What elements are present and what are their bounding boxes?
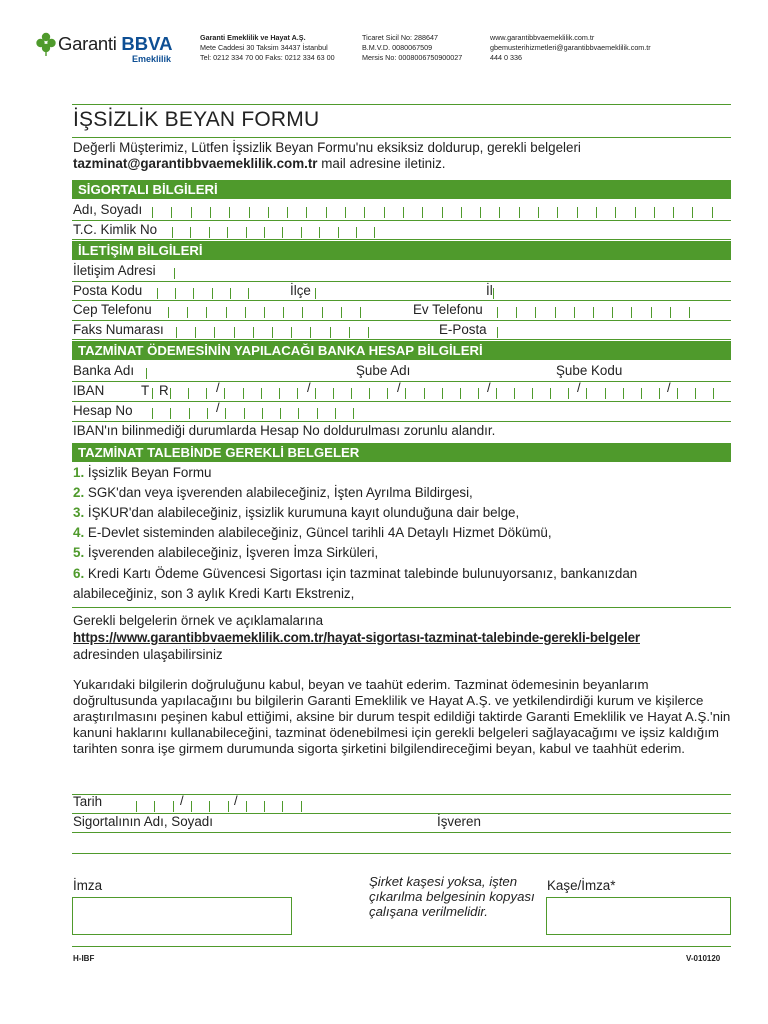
box-tick <box>557 207 558 218</box>
box-tick <box>615 207 616 218</box>
box-tick <box>248 288 249 299</box>
divider <box>72 946 731 947</box>
district-input[interactable] <box>315 287 335 299</box>
tc-label: T.C. Kimlik No <box>73 222 158 237</box>
box-tick <box>136 801 137 812</box>
box-tick <box>287 207 288 218</box>
box-tick <box>338 227 339 238</box>
insured-name-label: Sigortalının Adı, Soyadı <box>73 814 213 829</box>
account-no-input[interactable] <box>152 407 372 419</box>
divider <box>72 607 731 608</box>
box-tick <box>154 801 155 812</box>
box-tick <box>480 207 481 218</box>
mersis-number: Mersis No: 0008006750900027 <box>362 53 463 62</box>
box-tick <box>212 288 213 299</box>
box-tick <box>206 307 207 318</box>
logo-subtitle: Emeklilik <box>132 54 172 64</box>
stamp-note: Şirket kaşesi yoksa, işten çıkarılma belgesinin kopyası çalışana verilmelidir. <box>369 874 535 919</box>
box-tick <box>496 388 497 399</box>
section-bank-header: TAZMİNAT ÖDEMESİNİN YAPILACAĞI BANKA HESAP BİLGİLERİ <box>72 341 731 360</box>
document-item <box>73 465 211 481</box>
box-tick <box>654 207 655 218</box>
home-phone-label: Ev Telefonu <box>413 302 483 317</box>
box-tick <box>574 307 575 318</box>
box-tick <box>353 408 354 419</box>
form-title: İŞSİZLİK BEYAN FORMU <box>73 108 320 131</box>
box-tick <box>279 388 280 399</box>
box-tick <box>170 408 171 419</box>
divider <box>72 339 731 340</box>
box-tick <box>302 307 303 318</box>
box-tick <box>422 207 423 218</box>
box-tick <box>499 207 500 218</box>
stamp-label: Kaşe/İmza* <box>547 878 616 893</box>
box-tick <box>227 227 228 238</box>
box-tick <box>651 307 652 318</box>
box-tick <box>335 408 336 419</box>
website-link[interactable]: www.garantibbvaemeklilik.com.tr <box>490 33 595 42</box>
box-tick <box>301 801 302 812</box>
box-tick <box>673 207 674 218</box>
box-tick <box>384 207 385 218</box>
documents-url-link[interactable]: https://www.garantibbvaemeklilik.com.tr/hayat-sigortası-tazminat-talebinde-gerekli-belgeler <box>73 630 640 645</box>
divider <box>72 281 731 282</box>
divider <box>72 104 731 105</box>
box-tick <box>244 408 245 419</box>
box-tick <box>246 801 247 812</box>
box-tick <box>326 207 327 218</box>
mobile-input[interactable] <box>168 306 398 318</box>
box-tick <box>226 307 227 318</box>
box-tick <box>210 207 211 218</box>
box-tick <box>207 408 208 419</box>
document-item <box>73 566 637 582</box>
box-tick <box>712 207 713 218</box>
fax-input[interactable] <box>176 326 406 338</box>
iban-prefix-r: R <box>159 383 169 398</box>
box-tick <box>224 388 225 399</box>
document-item <box>73 505 519 521</box>
box-tick <box>264 801 265 812</box>
box-tick <box>612 307 613 318</box>
box-tick <box>623 388 624 399</box>
date-separator: / <box>234 793 238 808</box>
company-address: Mete Caddesi 30 Taksim 34437 İstanbul <box>200 43 328 52</box>
document-item-text: İşsizlik Beyan Formu <box>84 465 212 480</box>
box-tick <box>387 388 388 399</box>
box-tick <box>351 388 352 399</box>
box-tick <box>631 307 632 318</box>
email-label: E-Posta <box>439 322 487 337</box>
box-tick <box>315 388 316 399</box>
box-tick <box>280 408 281 419</box>
box-tick <box>497 307 498 318</box>
bank-name-input[interactable] <box>146 367 156 379</box>
box-tick <box>670 307 671 318</box>
box-tick <box>209 227 210 238</box>
box-tick <box>188 388 189 399</box>
box-tick <box>206 388 207 399</box>
box-tick <box>261 388 262 399</box>
box-tick <box>157 288 158 299</box>
company-info <box>200 33 335 63</box>
divider <box>72 832 731 833</box>
box-tick <box>189 408 190 419</box>
box-tick <box>268 207 269 218</box>
box-tick <box>170 388 171 399</box>
employer-label: İşveren <box>437 814 481 829</box>
box-tick <box>291 327 292 338</box>
document-item-number: 1. <box>73 465 85 480</box>
box-tick <box>214 327 215 338</box>
box-tick <box>171 207 172 218</box>
box-tick <box>461 207 462 218</box>
box-tick <box>191 801 192 812</box>
box-tick <box>689 307 690 318</box>
divider <box>72 381 731 382</box>
box-tick <box>282 801 283 812</box>
box-tick <box>152 388 153 399</box>
box-tick <box>243 388 244 399</box>
box-tick <box>245 307 246 318</box>
box-tick <box>172 227 173 238</box>
box-tick <box>659 388 660 399</box>
call-center: 444 0 336 <box>490 53 522 62</box>
box-tick <box>262 408 263 419</box>
box-tick <box>253 327 254 338</box>
email-input[interactable] <box>497 326 507 338</box>
box-tick <box>333 388 334 399</box>
document-item-number: 4. <box>73 525 85 540</box>
box-tick <box>228 801 229 812</box>
box-tick <box>175 288 176 299</box>
postal-input[interactable] <box>157 287 277 299</box>
reference-suffix: adresinden ulaşabilirsiniz <box>73 647 223 662</box>
company-name: Garanti Emeklilik ve Hayat A.Ş. <box>200 33 306 42</box>
form-code: H-IBF <box>73 954 95 963</box>
signature-box[interactable] <box>72 897 292 935</box>
box-tick <box>497 327 498 338</box>
document-item-text: SGK'dan veya işverenden alabileceğiniz, İşten Ayrılma Bildirgesi, <box>84 485 473 500</box>
box-tick <box>187 307 188 318</box>
box-tick <box>322 307 323 318</box>
document-item-text: E-Devlet sisteminden alabileceğiniz, Güncel tarihli 4A Detaylı Hizmet Dökümü, <box>84 525 552 540</box>
branch-label: Şube Adı <box>356 363 411 378</box>
document-item-6-cont: alabileceğiniz, son 3 aylık Kredi Kartı Ekstreniz, <box>73 586 355 601</box>
divider <box>72 421 731 422</box>
support-email[interactable]: gbemusterihizmetleri@garantibbvaemeklilik.com.tr <box>490 43 651 52</box>
document-item-text: Kredi Kartı Ödeme Güvencesi Sigortası için tazminat talebinde bulunuyorsanız, bankanızdan <box>84 566 638 581</box>
home-phone-input[interactable] <box>497 306 737 318</box>
box-tick <box>692 207 693 218</box>
box-tick <box>283 307 284 318</box>
stamp-box[interactable] <box>546 897 731 935</box>
bmvd-number: B.M.V.D. 0080067509 <box>362 43 433 52</box>
box-tick <box>577 207 578 218</box>
company-phone: Tel: 0212 334 70 00 Faks: 0212 334 63 00 <box>200 53 335 62</box>
declaration-text: Yukarıdaki bilgilerin doğruluğunu kabul, beyan ve taahüt ederim. Tazminat ödemesinin beyanlarım doğrultusunda yapılacağını bu bilgilerin Garanti Emeklilik ve Hayat A.Ş. ve yetkilendirdiği kurum ve kişilerce araştırılmasını peşinen kabul ettiğimi, aksine bir durum tespit edildiği taktirde Garanti Emeklilik ve Hayat A.Ş.'nin kanuni haklarını kullanabileceğini, tazminat ödenebilmesi için gerekli belgeleri sağlayacağımı ve işsiz kaldığım tarihten sonra işe girmem durumunda sigorta şirketini bilgilendireceğimi beyan, kabul ve taahhüt ederim. <box>73 677 731 756</box>
box-tick <box>152 207 153 218</box>
divider <box>72 137 731 138</box>
document-item-text: İŞKUR'dan alabileceğiniz, işsizlik kurumuna kayıt olunduğuna dair belge, <box>84 505 520 520</box>
box-tick <box>249 207 250 218</box>
box-tick <box>713 388 714 399</box>
divider <box>72 220 731 221</box>
document-item <box>73 525 552 541</box>
box-tick <box>586 388 587 399</box>
box-tick <box>264 307 265 318</box>
postal-label: Posta Kodu <box>73 283 143 298</box>
date-input[interactable] <box>136 800 326 812</box>
box-tick <box>605 388 606 399</box>
box-tick <box>368 327 369 338</box>
section-insured-header: SİGORTALI BİLGİLERİ <box>72 180 731 199</box>
box-tick <box>193 288 194 299</box>
box-tick <box>593 307 594 318</box>
box-tick <box>195 327 196 338</box>
box-tick <box>535 307 536 318</box>
date-separator: / <box>180 793 184 808</box>
box-tick <box>641 388 642 399</box>
clover-icon <box>36 32 56 56</box>
box-tick <box>635 207 636 218</box>
account-no-label: Hesap No <box>73 403 133 418</box>
city-input[interactable] <box>493 287 503 299</box>
divider <box>72 401 731 402</box>
box-tick <box>190 227 191 238</box>
iban-prefix-t: T <box>141 383 150 398</box>
bank-name-label: Banka Adı <box>73 363 135 378</box>
box-tick <box>301 227 302 238</box>
box-tick <box>369 388 370 399</box>
address-input[interactable] <box>174 267 184 279</box>
box-tick <box>374 227 375 238</box>
iban-separator: / <box>577 380 581 395</box>
box-tick <box>345 207 346 218</box>
box-tick <box>225 408 226 419</box>
box-tick <box>191 207 192 218</box>
box-tick <box>315 288 316 299</box>
box-tick <box>532 388 533 399</box>
section-contact-header: İLETİŞİM BİLGİLERİ <box>72 241 731 260</box>
divider <box>72 853 731 854</box>
divider <box>72 239 731 240</box>
divider <box>72 300 731 301</box>
box-tick <box>360 307 361 318</box>
name-input[interactable] <box>152 206 732 218</box>
box-tick <box>209 801 210 812</box>
claim-email-link[interactable]: tazminat@garantibbvaemeklilik.com.tr <box>73 156 318 171</box>
box-tick <box>234 327 235 338</box>
document-item-number: 5. <box>73 545 85 560</box>
box-tick <box>173 801 174 812</box>
box-tick <box>519 207 520 218</box>
box-tick <box>306 207 307 218</box>
intro-text: Değerli Müşterimiz, Lütfen İşsizlik Beyan Formu'nu eksiksiz doldurup, gerekli belgeleri <box>73 140 581 155</box>
box-tick <box>514 388 515 399</box>
divider <box>72 794 731 795</box>
mobile-label: Cep Telefonu <box>73 302 152 317</box>
box-tick <box>230 288 231 299</box>
account-separator: / <box>216 400 220 415</box>
box-tick <box>677 388 678 399</box>
box-tick <box>298 408 299 419</box>
box-tick <box>317 408 318 419</box>
box-tick <box>356 227 357 238</box>
divider <box>72 320 731 321</box>
box-tick <box>442 207 443 218</box>
box-tick <box>168 307 169 318</box>
box-tick <box>478 388 479 399</box>
iban-separator: / <box>487 380 491 395</box>
document-item <box>73 485 473 501</box>
name-label: Adı, Soyadı <box>73 202 143 217</box>
document-item-text: İşverenden alabileceğiniz, İşveren İmza Sirküleri, <box>84 545 379 560</box>
iban-separator: / <box>667 380 671 395</box>
form-version: V-010120 <box>686 954 721 963</box>
box-tick <box>596 207 597 218</box>
iban-separator: / <box>216 380 220 395</box>
box-tick <box>493 288 494 299</box>
iban-note: IBAN'ın bilinmediği durumlarda Hesap No doldurulması zorunlu alandır. <box>73 423 496 438</box>
box-tick <box>405 388 406 399</box>
document-item-number: 3. <box>73 505 85 520</box>
signature-label: İmza <box>73 878 103 893</box>
box-tick <box>695 388 696 399</box>
date-label: Tarih <box>73 794 103 809</box>
box-tick <box>229 207 230 218</box>
box-tick <box>297 388 298 399</box>
iban-label: IBAN <box>73 383 105 398</box>
trade-registry: Ticaret Sicil No: 288647 <box>362 33 439 42</box>
iban-separator: / <box>307 380 311 395</box>
branch-code-label: Şube Kodu <box>556 363 623 378</box>
document-item <box>73 545 378 561</box>
address-label: İletişim Adresi <box>73 263 156 278</box>
box-tick <box>538 207 539 218</box>
box-tick <box>176 327 177 338</box>
box-tick <box>264 227 265 238</box>
box-tick <box>516 307 517 318</box>
box-tick <box>364 207 365 218</box>
document-item-number: 2. <box>73 485 85 500</box>
box-tick <box>550 388 551 399</box>
box-tick <box>349 327 350 338</box>
document-item-number: 6. <box>73 566 85 581</box>
box-tick <box>319 227 320 238</box>
iban-separator: / <box>397 380 401 395</box>
contact-info <box>490 33 651 63</box>
box-tick <box>460 388 461 399</box>
registry-info <box>362 33 462 63</box>
iban-input[interactable] <box>152 387 734 399</box>
box-tick <box>310 327 311 338</box>
box-tick <box>403 207 404 218</box>
box-tick <box>174 268 175 279</box>
box-tick <box>146 368 147 379</box>
city-label: İl <box>486 283 493 298</box>
fax-label: Faks Numarası <box>73 322 164 337</box>
reference-text: Gerekli belgelerin örnek ve açıklamalarına <box>73 613 324 628</box>
box-tick <box>152 408 153 419</box>
box-tick <box>282 227 283 238</box>
intro-text-2: tazminat@garantibbvaemeklilik.com.tr mail adresine iletiniz. <box>73 156 446 171</box>
tc-input[interactable] <box>172 226 382 238</box>
district-label: İlçe <box>290 283 311 298</box>
box-tick <box>330 327 331 338</box>
box-tick <box>272 327 273 338</box>
box-tick <box>568 388 569 399</box>
box-tick <box>424 388 425 399</box>
box-tick <box>442 388 443 399</box>
box-tick <box>246 227 247 238</box>
box-tick <box>555 307 556 318</box>
box-tick <box>341 307 342 318</box>
logo-text: Garanti BBVA <box>58 33 173 54</box>
section-documents-header: TAZMİNAT TALEBİNDE GEREKLİ BELGELER <box>72 443 731 462</box>
